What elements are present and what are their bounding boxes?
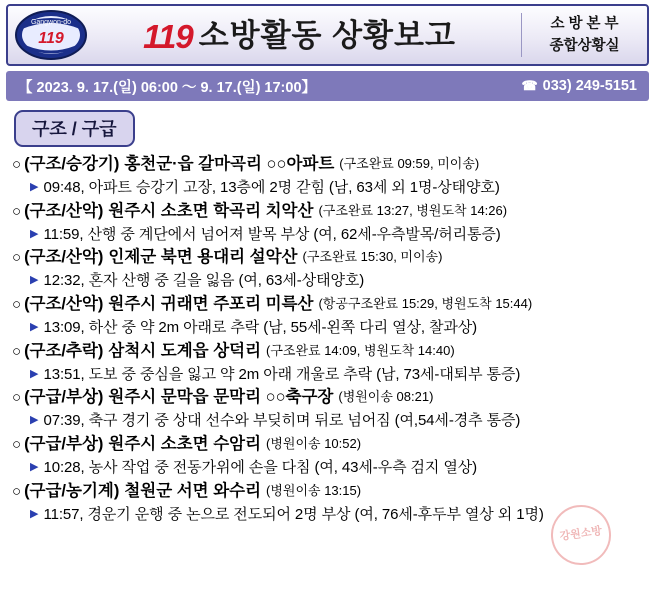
list-item [12,293,647,339]
incident-detail: 07:39, 축구 경기 중 상대 선수와 부딪히며 뒤로 넘어짐 (여,54세-경추 통증) [43,412,521,430]
triangle-bullet-icon: ▶ [30,367,39,380]
incident-status-note: (항공구조완료 15:29, 병원도착 15:44) [318,296,533,312]
incident-location: 인제군 북면 용대리 설악산 [108,248,298,267]
report-header [6,4,649,66]
incident-detail: 11:57, 경운기 운행 중 논으로 전도되어 2명 부상 (여, 76세-후두부 열상 외 1명) [43,505,544,523]
hq-line-1: 소 방 본 부 [550,15,619,32]
circle-bullet-icon: ○ [12,342,22,360]
logo-119: 119 [143,17,193,55]
incident-headline [12,386,647,410]
incident-list [0,153,655,525]
incident-detail: 10:28, 농사 작업 중 전동가위에 손을 다침 (여, 43세-우측 검지 열상) [43,458,478,476]
triangle-bullet-icon: ▶ [30,460,39,473]
contact-group [521,78,637,94]
incident-category: (구조/산악) [24,201,104,220]
circle-bullet-icon: ○ [12,389,22,407]
incident-location: 원주시 소초면 학곡리 치악산 [108,201,314,220]
triangle-bullet-icon: ▶ [30,414,39,427]
list-item [12,153,647,199]
contact-phone: 033) 249-5151 [542,78,637,94]
circle-bullet-icon: ○ [12,296,22,314]
incident-detail-row [12,177,647,199]
list-item [12,433,647,479]
phone-icon: ☎ [521,78,538,93]
incident-category: (구급/부상) [24,435,104,454]
list-item [12,246,647,292]
headquarters-box [521,13,639,58]
incident-status-note: (병원이송 10:52) [266,436,362,452]
incident-detail: 11:59, 산행 중 계단에서 넘어져 발목 부상 (여, 62세-우측발목/허리통증) [43,225,501,243]
circle-bullet-icon: ○ [12,202,22,220]
list-item [12,200,647,246]
list-item [12,480,647,526]
incident-headline [12,340,647,364]
svg-text:Gangwon-do: Gangwon-do [30,19,72,26]
incident-status-note: (구조완료 09:59, 미이송) [339,156,480,171]
incident-location: 원주시 소초면 수암리 [108,435,262,454]
circle-bullet-icon: ○ [12,156,22,173]
incident-status-note: (구조완료 15:30, 미이송) [302,249,443,265]
incident-detail-row [12,410,647,432]
incident-headline [12,246,647,270]
incident-headline [12,480,647,504]
hq-line-2: 종합상황실 [549,38,620,54]
incident-headline [12,293,647,317]
incident-category: (구조/추락) [24,341,104,360]
incident-location: 철원군 서면 와수리 [124,481,262,500]
incident-detail-row [12,457,647,479]
incident-detail: 13:51, 도보 중 중심을 잃고 약 2m 아래 개울로 추락 (남, 73세-대퇴부 통증) [43,365,521,383]
report-period: 【 2023. 9. 17.(일) 06:00 ～ 9. 17.(일) 17:00】 [18,79,317,96]
circle-bullet-icon: ○ [12,482,22,500]
incident-status-note: (구조완료 13:27, 병원도착 14:26) [318,202,508,218]
header-title-group [78,17,521,55]
triangle-bullet-icon: ▶ [30,274,39,287]
list-item [12,386,647,432]
triangle-bullet-icon: ▶ [30,180,39,193]
incident-headline [12,433,647,457]
triangle-bullet-icon: ▶ [30,507,39,520]
incident-location: 삼척시 도계읍 상덕리 [108,341,262,360]
incident-headline [12,200,647,224]
incident-detail-row [12,317,647,339]
page-title: 소방활동 상황보고 [198,17,456,53]
circle-bullet-icon: ○ [12,436,22,454]
incident-category: (구조/산악) [24,295,104,314]
incident-status-note: (구조완료 14:09, 병원도착 14:40) [266,342,455,358]
incident-detail-row [12,270,647,292]
incident-location: 원주시 귀래면 주포리 미륵산 [108,295,314,314]
incident-location: 원주시 문막읍 문막리 ○○축구장 [108,388,334,407]
incident-detail-row [12,224,647,246]
incident-category: (구조/승강기) [24,155,120,173]
incident-detail: 13:09, 하산 중 약 2m 아래로 추락 (남, 55세-왼쪽 다리 열상, 찰과상) [43,318,478,336]
incident-category: (구급/농기계) [24,481,120,500]
incident-detail-row [12,504,647,526]
triangle-bullet-icon: ▶ [30,320,39,333]
report-period-bar [6,71,649,101]
incident-location: 홍천군·읍 갈마곡리 ○○아파트 [124,155,335,173]
circle-bullet-icon: ○ [12,249,22,267]
incident-category: (구급/부상) [24,388,104,407]
section-label-rescue-ems: 구조 / 구급 [14,110,135,147]
fire-department-emblem-icon [14,9,88,61]
incident-status-note: (병원이송 13:15) [266,482,362,498]
incident-detail: 12:32, 혼자 산행 중 길을 잃음 (여, 63세-상태양호) [43,272,365,290]
incident-status-note: (병원이송 08:21) [338,389,434,405]
incident-headline [12,153,647,177]
triangle-bullet-icon: ▶ [30,227,39,240]
incident-detail: 09:48, 아파트 승강기 고장, 13층에 2명 갇힘 (남, 63세 외 1명-상태양호) [43,178,500,196]
incident-detail-row [12,364,647,386]
incident-category: (구조/산악) [24,248,104,267]
list-item [12,340,647,386]
svg-text:119: 119 [38,30,64,47]
approval-stamp: 강원소방 [547,501,615,569]
